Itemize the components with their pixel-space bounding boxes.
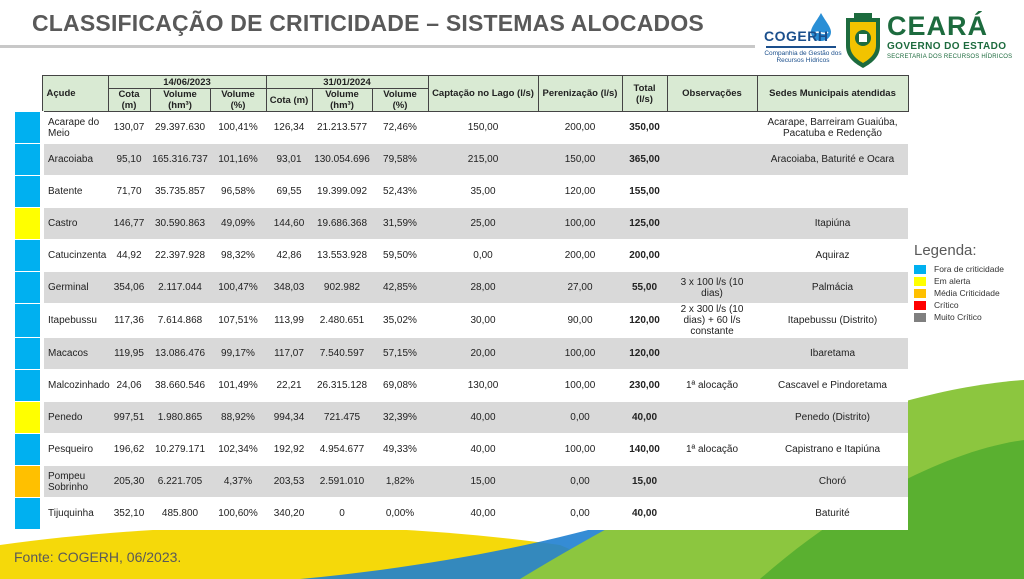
legend-item: [914, 287, 1004, 299]
total: 40,00: [622, 402, 667, 434]
perenizacao: 27,00: [538, 272, 622, 304]
header-date-2: 31/01/2024: [266, 76, 428, 89]
status-cell: [15, 402, 42, 434]
sedes: Aracoiaba, Baturité e Ocara: [757, 144, 908, 176]
captacao: 28,00: [428, 272, 538, 304]
perenizacao: 150,00: [538, 144, 622, 176]
cota-1: 146,77: [108, 208, 150, 240]
volume-hm3-2: 19.399.092: [312, 176, 372, 208]
table-row: [15, 112, 908, 144]
observacoes: 3 x 100 l/s (10 dias): [667, 272, 757, 304]
ceara-name: CEARÁ: [887, 11, 989, 41]
cota-2: 340,20: [266, 498, 312, 530]
cota-2: 994,34: [266, 402, 312, 434]
table-row: [15, 208, 908, 240]
ceara-secretaria: SECRETARIA DOS RECURSOS HÍDRICOS: [887, 54, 1013, 60]
cota-1: 196,62: [108, 434, 150, 466]
captacao: 215,00: [428, 144, 538, 176]
volume-pct-2: 52,43%: [372, 176, 428, 208]
total: 15,00: [622, 466, 667, 498]
volume-pct-2: 31,59%: [372, 208, 428, 240]
acude-name: Batente: [42, 176, 108, 208]
sedes: Choró: [757, 466, 908, 498]
volume-pct-1: 100,60%: [210, 498, 266, 530]
acude-name: Acarape do Meio: [42, 112, 108, 144]
observacoes: [667, 402, 757, 434]
observacoes: [667, 208, 757, 240]
volume-pct-2: 35,02%: [372, 304, 428, 338]
total: 55,00: [622, 272, 667, 304]
volume-hm3-2: 130.054.696: [312, 144, 372, 176]
state-crest-icon: [842, 12, 884, 70]
cota-1: 354,06: [108, 272, 150, 304]
legend-title: Legenda:: [914, 242, 977, 259]
observacoes: 1ª alocação: [667, 434, 757, 466]
status-cell: [15, 434, 42, 466]
cota-1: 130,07: [108, 112, 150, 144]
perenizacao: 0,00: [538, 402, 622, 434]
cogerh-underline: [766, 46, 836, 48]
cota-1: 997,51: [108, 402, 150, 434]
volume-pct-1: 4,37%: [210, 466, 266, 498]
header-volume-hm3-1: Volume (hm³): [150, 89, 210, 112]
volume-pct-1: 102,34%: [210, 434, 266, 466]
acude-name: Penedo: [42, 402, 108, 434]
volume-hm3-2: 4.954.677: [312, 434, 372, 466]
table-row: [15, 338, 908, 370]
header-volume-hm3-2: Volume (hm³): [312, 89, 372, 112]
volume-pct-1: 100,47%: [210, 272, 266, 304]
volume-hm3-1: 38.660.546: [150, 370, 210, 402]
total: 230,00: [622, 370, 667, 402]
status-cell: [15, 176, 42, 208]
acude-name: Macacos: [42, 338, 108, 370]
volume-hm3-1: 7.614.868: [150, 304, 210, 338]
volume-pct-1: 98,32%: [210, 240, 266, 272]
status-header: [15, 76, 42, 112]
cogerh-name: COGERH: [764, 28, 829, 44]
cota-2: 348,03: [266, 272, 312, 304]
volume-hm3-2: 7.540.597: [312, 338, 372, 370]
volume-hm3-1: 10.279.171: [150, 434, 210, 466]
status-cell: [15, 240, 42, 272]
acude-name: Castro: [42, 208, 108, 240]
volume-pct-2: 49,33%: [372, 434, 428, 466]
volume-pct-1: 96,58%: [210, 176, 266, 208]
legend-swatch: [914, 301, 926, 310]
ceara-government: GOVERNO DO ESTADO: [887, 41, 1007, 52]
acude-name: Aracoiaba: [42, 144, 108, 176]
legend-label: Em alerta: [934, 276, 971, 286]
perenizacao: 100,00: [538, 208, 622, 240]
legend-label: Fora de criticidade: [934, 264, 1004, 274]
criticality-table: [15, 75, 909, 530]
captacao: 40,00: [428, 434, 538, 466]
total: 120,00: [622, 304, 667, 338]
acude-name: Itapebussu: [42, 304, 108, 338]
captacao: 15,00: [428, 466, 538, 498]
volume-pct-2: 42,85%: [372, 272, 428, 304]
cota-2: 69,55: [266, 176, 312, 208]
cogerh-subtitle: Companhia de Gestão dos Recursos Hídricos: [764, 50, 842, 64]
volume-hm3-2: 2.480.651: [312, 304, 372, 338]
observacoes: [667, 176, 757, 208]
table-row: [15, 176, 908, 208]
legend-item: [914, 263, 1004, 275]
cota-2: 113,99: [266, 304, 312, 338]
volume-hm3-1: 6.221.705: [150, 466, 210, 498]
status-cell: [15, 338, 42, 370]
sedes: Penedo (Distrito): [757, 402, 908, 434]
cota-1: 44,92: [108, 240, 150, 272]
volume-pct-2: 1,82%: [372, 466, 428, 498]
status-cell: [15, 272, 42, 304]
total: 365,00: [622, 144, 667, 176]
legend: [914, 242, 1004, 323]
volume-hm3-2: 19.686.368: [312, 208, 372, 240]
legend-label: Crítico: [934, 300, 959, 310]
status-cell: [15, 208, 42, 240]
volume-pct-2: 79,58%: [372, 144, 428, 176]
captacao: 20,00: [428, 338, 538, 370]
cota-1: 205,30: [108, 466, 150, 498]
cota-1: 24,06: [108, 370, 150, 402]
legend-label: Média Criticidade: [934, 288, 1000, 298]
legend-item: [914, 311, 1004, 323]
observacoes: [667, 498, 757, 530]
observacoes: [667, 144, 757, 176]
table-row: [15, 402, 908, 434]
cota-1: 119,95: [108, 338, 150, 370]
volume-hm3-1: 22.397.928: [150, 240, 210, 272]
volume-pct-2: 0,00%: [372, 498, 428, 530]
table-row: [15, 370, 908, 402]
total: 200,00: [622, 240, 667, 272]
header-cota-1: Cota (m): [108, 89, 150, 112]
total: 140,00: [622, 434, 667, 466]
perenizacao: 90,00: [538, 304, 622, 338]
sedes: Ibaretama: [757, 338, 908, 370]
header-captacao: Captação no Lago (l/s): [428, 76, 538, 112]
volume-pct-2: 32,39%: [372, 402, 428, 434]
sedes: Cascavel e Pindoretama: [757, 370, 908, 402]
acude-name: Pompeu Sobrinho: [42, 466, 108, 498]
volume-pct-1: 88,92%: [210, 402, 266, 434]
captacao: 130,00: [428, 370, 538, 402]
observacoes: [667, 240, 757, 272]
perenizacao: 120,00: [538, 176, 622, 208]
header-acude: Açude: [42, 76, 108, 112]
header-observacoes: Observações: [667, 76, 757, 112]
header-volume-pct-2: Volume (%): [372, 89, 428, 112]
captacao: 150,00: [428, 112, 538, 144]
captacao: 0,00: [428, 240, 538, 272]
legend-swatch: [914, 265, 926, 274]
table-row: [15, 466, 908, 498]
perenizacao: 100,00: [538, 370, 622, 402]
volume-pct-2: 57,15%: [372, 338, 428, 370]
sedes: Capistrano e Itapiúna: [757, 434, 908, 466]
legend-swatch: [914, 277, 926, 286]
legend-swatch: [914, 313, 926, 322]
volume-hm3-2: 721.475: [312, 402, 372, 434]
volume-hm3-1: 29.397.630: [150, 112, 210, 144]
total: 155,00: [622, 176, 667, 208]
header-cota-2: Cota (m): [266, 89, 312, 112]
perenizacao: 100,00: [538, 434, 622, 466]
perenizacao: 200,00: [538, 112, 622, 144]
table-body: [15, 112, 908, 530]
cota-1: 95,10: [108, 144, 150, 176]
sedes: Itapebussu (Distrito): [757, 304, 908, 338]
source-note: Fonte: COGERH, 06/2023.: [14, 549, 182, 565]
volume-pct-2: 72,46%: [372, 112, 428, 144]
volume-hm3-1: 165.316.737: [150, 144, 210, 176]
status-cell: [15, 466, 42, 498]
volume-pct-2: 59,50%: [372, 240, 428, 272]
volume-hm3-1: 1.980.865: [150, 402, 210, 434]
volume-hm3-2: 0: [312, 498, 372, 530]
cota-2: 144,60: [266, 208, 312, 240]
cota-1: 71,70: [108, 176, 150, 208]
header-sedes: Sedes Municipais atendidas: [757, 76, 908, 112]
cota-2: 22,21: [266, 370, 312, 402]
volume-hm3-2: 26.315.128: [312, 370, 372, 402]
total: 125,00: [622, 208, 667, 240]
title-divider: [0, 45, 755, 48]
status-cell: [15, 112, 42, 144]
volume-pct-2: 69,08%: [372, 370, 428, 402]
acude-name: Malcozinhado: [42, 370, 108, 402]
status-cell: [15, 304, 42, 338]
total: 350,00: [622, 112, 667, 144]
ceara-logo: [887, 12, 1017, 60]
perenizacao: 0,00: [538, 498, 622, 530]
table-row: [15, 304, 908, 338]
volume-hm3-2: 13.553.928: [312, 240, 372, 272]
volume-hm3-1: 13.086.476: [150, 338, 210, 370]
perenizacao: 100,00: [538, 338, 622, 370]
table-row: [15, 240, 908, 272]
cota-1: 352,10: [108, 498, 150, 530]
cota-2: 42,86: [266, 240, 312, 272]
sedes: Itapiúna: [757, 208, 908, 240]
header-volume-pct-1: Volume (%): [210, 89, 266, 112]
observacoes: [667, 112, 757, 144]
table-row: [15, 144, 908, 176]
captacao: 40,00: [428, 402, 538, 434]
captacao: 25,00: [428, 208, 538, 240]
header-total: Total (l/s): [622, 76, 667, 112]
observacoes: 2 x 300 l/s (10 dias) + 60 l/s constante: [667, 304, 757, 338]
cota-2: 203,53: [266, 466, 312, 498]
table-row: [15, 272, 908, 304]
status-cell: [15, 144, 42, 176]
legend-item: [914, 299, 1004, 311]
volume-pct-1: 101,49%: [210, 370, 266, 402]
volume-hm3-2: 21.213.577: [312, 112, 372, 144]
sedes: Aquiraz: [757, 240, 908, 272]
acude-name: Germinal: [42, 272, 108, 304]
perenizacao: 0,00: [538, 466, 622, 498]
volume-pct-1: 107,51%: [210, 304, 266, 338]
sedes: Acarape, Barreiram Guaiúba, Pacatuba e Redenção: [757, 112, 908, 144]
volume-hm3-1: 485.800: [150, 498, 210, 530]
observacoes: 1ª alocação: [667, 370, 757, 402]
cota-2: 192,92: [266, 434, 312, 466]
total: 120,00: [622, 338, 667, 370]
captacao: 40,00: [428, 498, 538, 530]
cota-1: 117,36: [108, 304, 150, 338]
acude-name: Tijuquinha: [42, 498, 108, 530]
sedes: Palmácia: [757, 272, 908, 304]
captacao: 30,00: [428, 304, 538, 338]
acude-name: Pesqueiro: [42, 434, 108, 466]
observacoes: [667, 466, 757, 498]
captacao: 35,00: [428, 176, 538, 208]
volume-hm3-1: 2.117.044: [150, 272, 210, 304]
table-row: [15, 498, 908, 530]
status-cell: [15, 498, 42, 530]
volume-hm3-2: 2.591.010: [312, 466, 372, 498]
volume-hm3-1: 30.590.863: [150, 208, 210, 240]
legend-swatch: [914, 289, 926, 298]
header-date-1: 14/06/2023: [108, 76, 266, 89]
volume-hm3-2: 902.982: [312, 272, 372, 304]
volume-pct-1: 99,17%: [210, 338, 266, 370]
page-title: CLASSIFICAÇÃO DE CRITICIDADE – SISTEMAS ALOCADOS: [32, 10, 704, 36]
acude-name: Catucinzenta: [42, 240, 108, 272]
volume-pct-1: 101,16%: [210, 144, 266, 176]
cota-2: 93,01: [266, 144, 312, 176]
cogerh-logo: [762, 12, 842, 72]
volume-hm3-1: 35.735.857: [150, 176, 210, 208]
sedes: Baturité: [757, 498, 908, 530]
legend-item: [914, 275, 1004, 287]
cota-2: 117,07: [266, 338, 312, 370]
observacoes: [667, 338, 757, 370]
legend-label: Muito Crítico: [934, 312, 982, 322]
header-perenizacao: Perenização (l/s): [538, 76, 622, 112]
volume-pct-1: 100,41%: [210, 112, 266, 144]
volume-pct-1: 49,09%: [210, 208, 266, 240]
perenizacao: 200,00: [538, 240, 622, 272]
table-row: [15, 434, 908, 466]
sedes: [757, 176, 908, 208]
cota-2: 126,34: [266, 112, 312, 144]
status-cell: [15, 370, 42, 402]
total: 40,00: [622, 498, 667, 530]
